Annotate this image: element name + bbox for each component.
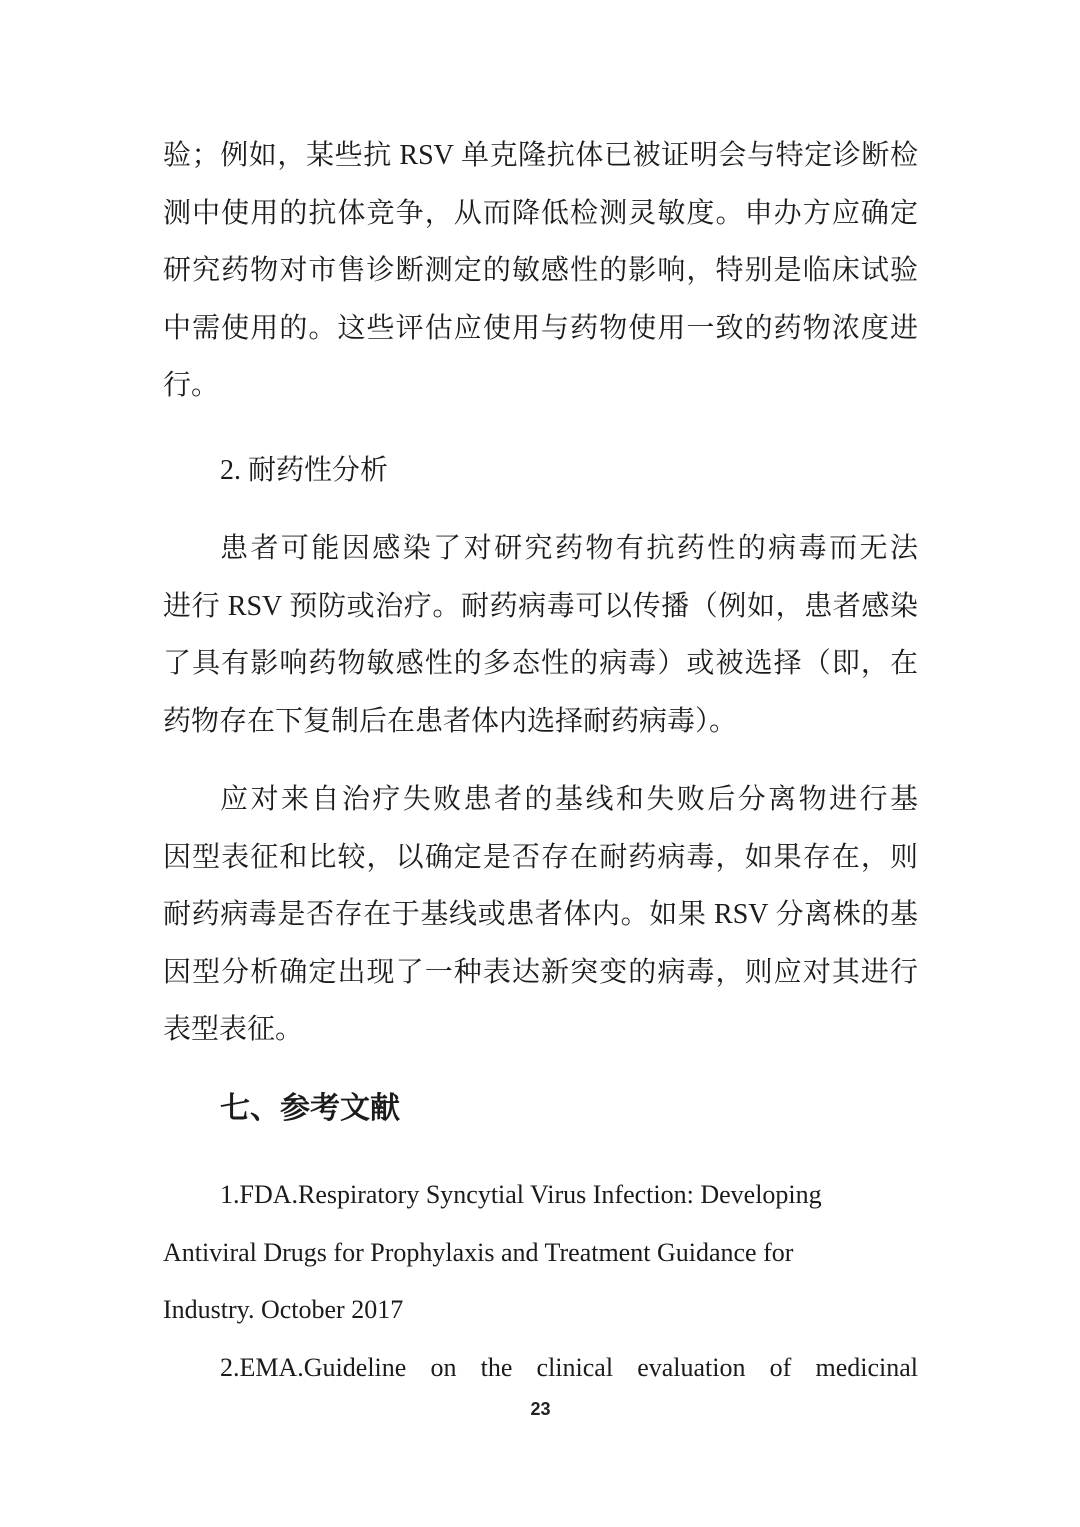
paragraph-line: 验；例如，某些抗 RSV 单克隆抗体已被证明会与特定诊断检 xyxy=(163,140,918,171)
section-heading: 七、参考文献 xyxy=(220,1091,400,1125)
paragraph xyxy=(163,520,918,750)
reference-line: 2.EMA.Guideline on the clinical evaluation of medicinal xyxy=(220,1352,918,1382)
paragraph-line: 了具有影响药物敏感性的多态性的病毒）或被选择（即，在 xyxy=(163,648,918,679)
paragraph-line: 行。 xyxy=(163,370,220,401)
paragraph-line: 应对来自治疗失败患者的基线和失败后分离物进行基 xyxy=(220,784,918,815)
paragraph-line: 进行 RSV 预防或治疗。耐药病毒可以传播（例如，患者感染 xyxy=(163,590,918,622)
reference-line: Industry. October 2017 xyxy=(163,1295,404,1324)
reference-line: 1.FDA.Respiratory Syncytial Virus Infection: Developing xyxy=(220,1180,822,1209)
page-footer xyxy=(163,1397,918,1423)
reference-item xyxy=(163,1166,918,1339)
subsection-heading: 2. 耐药性分析 xyxy=(220,454,389,486)
paragraph-line: 药物存在下复制后在患者体内选择耐药病毒）。 xyxy=(163,705,738,737)
paragraph-line: 测中使用的抗体竞争，从而降低检测灵敏度。申办方应确定 xyxy=(163,197,918,229)
paragraph-line: 中需使用的。这些评估应使用与药物使用一致的药物浓度进 xyxy=(163,312,918,344)
paragraph xyxy=(163,127,918,415)
paragraph xyxy=(163,771,918,1059)
page-number: 23 xyxy=(530,1399,551,1419)
paragraph-line: 研究药物对市售诊断测定的敏感性的影响，特别是临床试验 xyxy=(163,255,918,286)
paragraph-line: 表型表征。 xyxy=(163,1014,304,1045)
reference-item xyxy=(163,1339,918,1397)
paragraph-line: 患者可能因感染了对研究药物有抗药性的病毒而无法 xyxy=(220,533,918,564)
paragraph-line: 耐药病毒是否存在于基线或患者体内。如果 RSV 分离株的基 xyxy=(163,899,918,930)
paragraph-line: 因型表征和比较，以确定是否存在耐药病毒，如果存在，则 xyxy=(163,841,918,873)
reference-line: Antiviral Drugs for Prophylaxis and Treatment Guidance for xyxy=(163,1237,794,1267)
document-content xyxy=(163,127,918,1396)
paragraph-line: 因型分析确定出现了一种表达新突变的病毒，则应对其进行 xyxy=(163,956,918,988)
